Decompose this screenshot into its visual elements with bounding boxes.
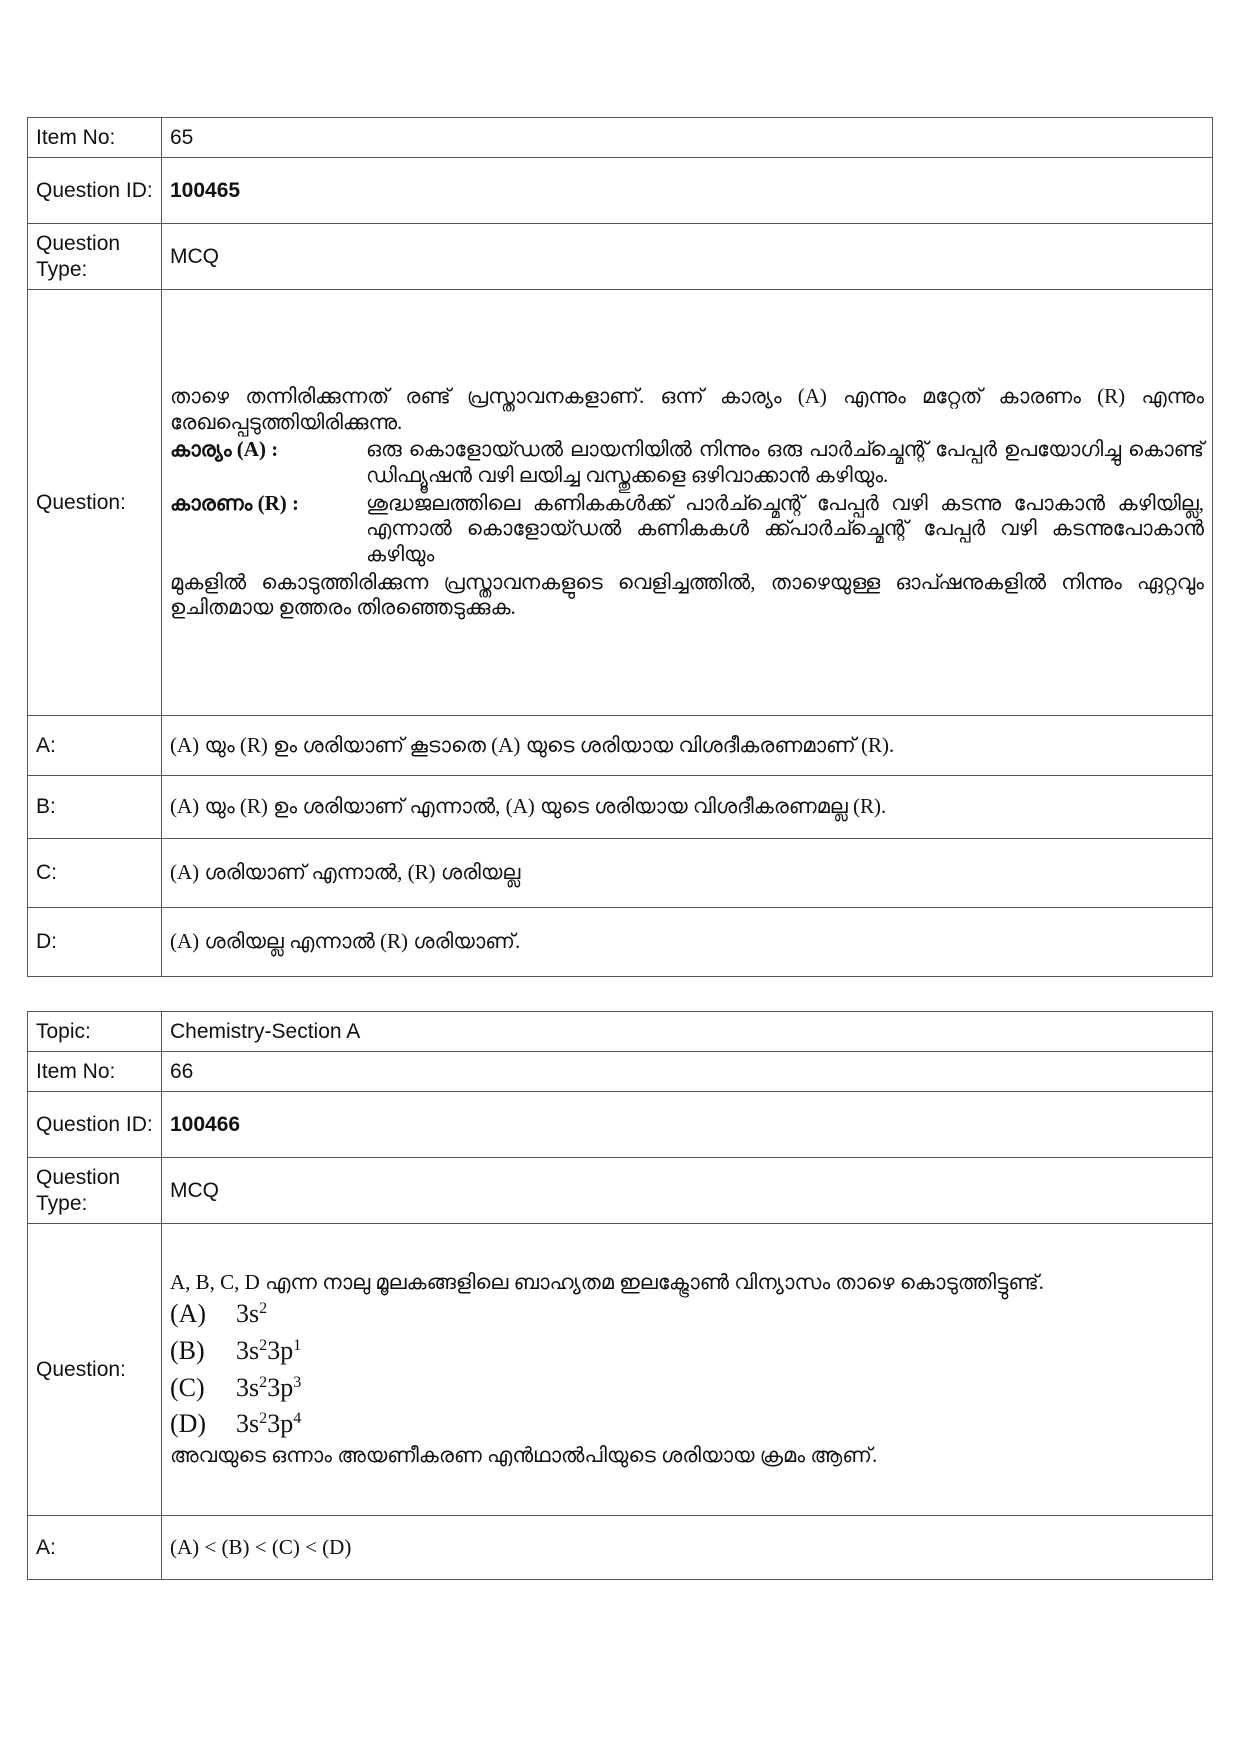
- question-type-label: Question Type:: [28, 1158, 162, 1224]
- option-row-a: [28, 716, 1213, 776]
- question-instruction: അവയുടെ ഒന്നാം അയണീകരണ എൻഥാൽപിയുടെ ശരിയായ ക്രമം ആണ്.: [170, 1443, 878, 1468]
- assertion-statement: [170, 437, 1204, 488]
- config-list: [170, 1296, 1204, 1444]
- reason-statement: [170, 491, 1204, 568]
- option-a-label: A:: [28, 1516, 162, 1580]
- config-b-value: $3s^23p^1$: [236, 1335, 302, 1365]
- question-type-row: [28, 1158, 1213, 1224]
- assertion-label: കാര്യം (A) :: [170, 437, 279, 462]
- item-no-value: 65: [162, 118, 1213, 158]
- option-a-text: (A) യും (R) ഉം ശരിയാണ് കൂടാതെ (A) യുടെ ശരിയായ വിശദീകരണമാണ് (R).: [162, 716, 1213, 776]
- question-type-label: Question Type:: [28, 224, 162, 290]
- topic-row: [28, 1012, 1213, 1052]
- config-c-value: $3s^23p^3$: [236, 1372, 302, 1402]
- question-65-table: [27, 117, 1213, 977]
- question-body: [162, 290, 1213, 716]
- topic-value: Chemistry-Section A: [162, 1012, 1213, 1052]
- question-id-row: [28, 1092, 1213, 1158]
- option-row-d: [28, 908, 1213, 977]
- question-id-value: 100465: [162, 158, 1213, 224]
- option-d-label: D:: [28, 908, 162, 977]
- config-a-label: (A): [170, 1298, 207, 1328]
- config-d-label: (D): [170, 1409, 207, 1439]
- question-type-value: MCQ: [162, 1158, 1213, 1224]
- option-b-text: (A) യും (R) ഉം ശരിയാണ് എന്നാൽ, (A) യുടെ ശരിയായ വിശദീകരണമല്ല (R).: [162, 776, 1213, 839]
- question-intro: താഴെ തന്നിരിക്കുന്നത് രണ്ട് പ്രസ്താവനകളാണ്. ഒന്ന് കാര്യം (A) എന്നും മറ്റേത് കാരണം (R) എന്നും രേഖപ്പെടുത്തിയിരിക്കുന്നു.: [170, 384, 1204, 434]
- option-c-text: (A) ശരിയാണ് എന്നാൽ, (R) ശരിയല്ല: [162, 839, 1213, 908]
- config-b-label: (B): [170, 1335, 205, 1365]
- topic-label: Topic:: [28, 1012, 162, 1052]
- config-d-value: $3s^23p^4$: [236, 1409, 302, 1439]
- question-id-label: Question ID:: [28, 1092, 162, 1158]
- option-row-a: [28, 1516, 1213, 1580]
- option-row-c: [28, 839, 1213, 908]
- question-id-value: 100466: [162, 1092, 1213, 1158]
- question-body: [162, 1224, 1213, 1516]
- reason-text: ശുദ്ധജലത്തിലെ കണികകൾക്ക് പാർച്ച്മെന്റ് പേപ്പർ വഴി കടന്നു പോകാൻ കഴിയില്ല, എന്നാൽ കൊളോയ്ഡൽ കണികകൾ ക്ക്പാർച്ച്മെന്റ് പേപ്പർ വഴി കടന്നുപോകാൻ കഴിയും: [366, 490, 1204, 566]
- item-no-label: Item No:: [28, 1052, 162, 1092]
- question-type-value: MCQ: [162, 224, 1213, 290]
- question-row: [28, 1224, 1213, 1516]
- option-row-b: [28, 776, 1213, 839]
- question-id-label: Question ID:: [28, 158, 162, 224]
- item-no-row: [28, 1052, 1213, 1092]
- config-a-value: $3s^2$: [236, 1298, 268, 1328]
- question-intro: A, B, C, D എന്ന നാലു മൂലകങ്ങളിലെ ബാഹ്യതമ ഇലക്ട്രോൺ വിന്യാസം താഴെ കൊടുത്തിട്ടുണ്ട്.: [170, 1270, 1044, 1295]
- assertion-text: ഒരു കൊളോയ്ഡൽ ലായനിയിൽ നിന്നും ഒരു പാർച്ച്മെന്റ് പേപ്പർ ഉപയോഗിച്ചു കൊണ്ട് ഡിഫ്യൂഷൻ വഴി ലയിച്ച വസ്തുക്കളെ ഒഴിവാക്കാൻ കഴിയും.: [366, 437, 1204, 488]
- option-b-label: B:: [28, 776, 162, 839]
- question-id-row: [28, 158, 1213, 224]
- reason-label: കാരണം (R) :: [170, 490, 299, 515]
- item-no-label: Item No:: [28, 118, 162, 158]
- item-no-row: [28, 118, 1213, 158]
- option-d-text: (A) ശരിയല്ല എന്നാൽ (R) ശരിയാണ്.: [162, 908, 1213, 977]
- option-a-text: (A) < (B) < (C) < (D): [162, 1516, 1213, 1580]
- question-row: [28, 290, 1213, 716]
- question-label: Question:: [28, 1224, 162, 1516]
- question-66-table: [27, 1011, 1213, 1580]
- option-a-label: A:: [28, 716, 162, 776]
- item-no-value: 66: [162, 1052, 1213, 1092]
- config-c-label: (C): [170, 1372, 205, 1402]
- question-type-row: [28, 224, 1213, 290]
- question-instruction: മുകളിൽ കൊടുത്തിരിക്കുന്ന പ്രസ്താവനകളുടെ വെളിച്ചത്തിൽ, താഴെയുള്ള ഓപ്ഷനുകളിൽ നിന്നും ഏറ്റവും ഉചിതമായ ഉത്തരം തിരഞ്ഞെടുക്കുക.: [170, 569, 1204, 620]
- question-label: Question:: [28, 290, 162, 716]
- option-c-label: C:: [28, 839, 162, 908]
